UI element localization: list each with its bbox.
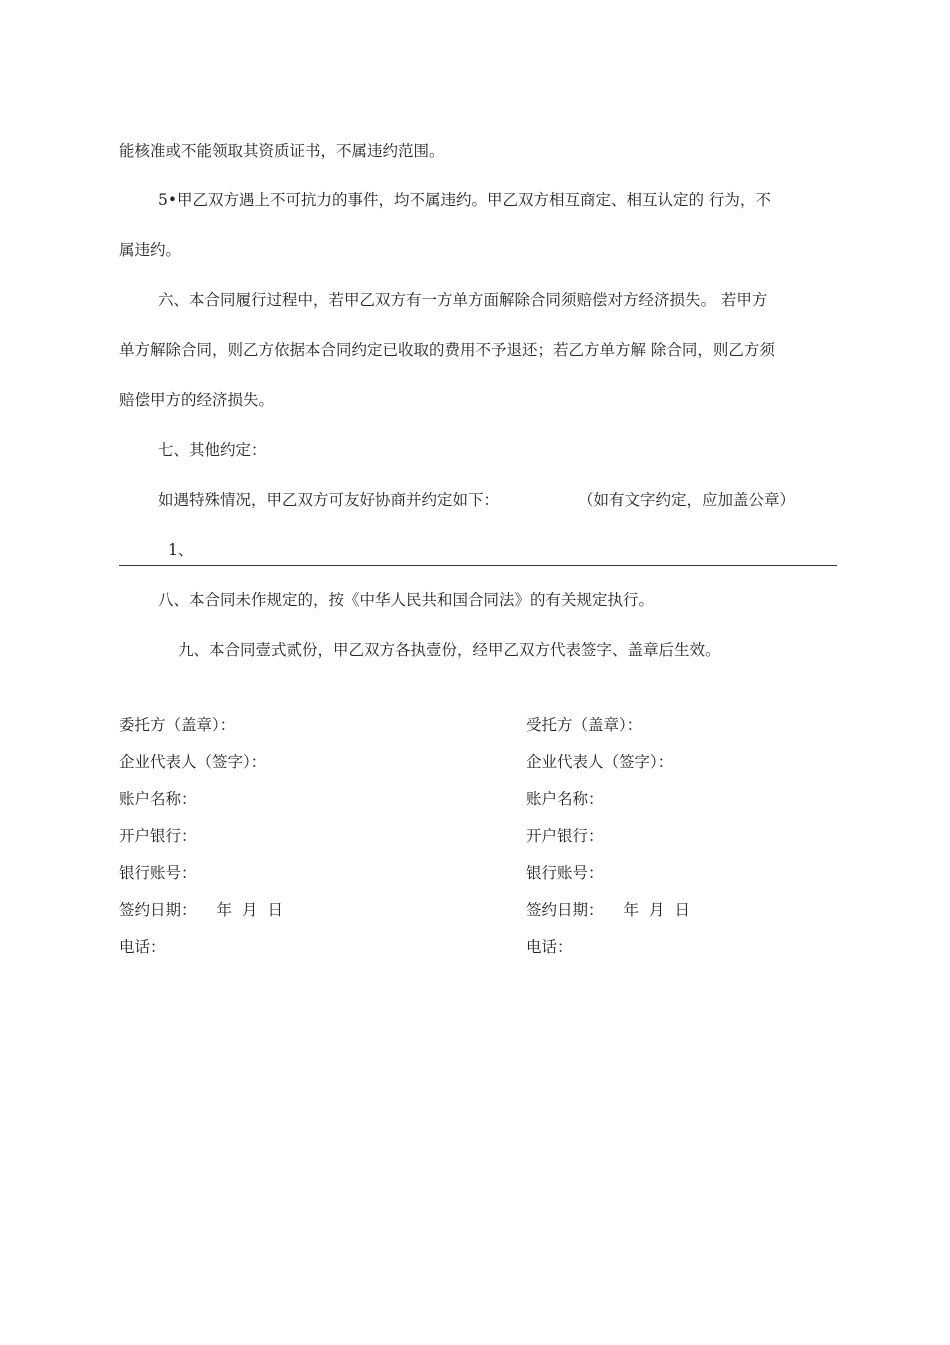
client-representative-label: 企业代表人（签字）： (119, 753, 267, 771)
contractor-date-label: 签约日期： (526, 901, 604, 919)
client-date-label: 签约日期： (119, 901, 197, 919)
paragraph-item-one: 1、 (168, 541, 194, 559)
client-date-year: 年 (216, 901, 233, 919)
paragraph-termination-end: 赔偿甲方的经济损失。 (119, 391, 275, 409)
contractor-date-month: 月 (649, 901, 665, 919)
paragraph-special-cases: 如遇特殊情况，甲乙双方可友好协商并约定如下： (158, 491, 500, 509)
paragraph-force-majeure: 5•甲乙双方遇上不可抗力的事件，均不属违约。甲乙双方相互商定、相互认定的 行为，不 (158, 191, 771, 209)
contractor-phone-label: 电话： (526, 938, 573, 956)
client-account-name-label: 账户名称： (119, 790, 197, 808)
paragraph-contract-law: 八、本合同未作规定的，按《中华人民共和国合同法》的有关规定执行。 (158, 591, 655, 609)
client-date-day: 日 (267, 901, 284, 919)
paragraph-special-cases-note: （如有文字约定，应加盖公章） (578, 491, 796, 509)
paragraph-termination: 六、本合同履行过程中，若甲乙双方有一方单方面解除合同须赔偿对方经济损失。 若甲方 (158, 291, 768, 309)
client-date-month: 月 (242, 901, 258, 919)
contractor-date-day: 日 (674, 901, 691, 919)
paragraph-termination-cont: 单方解除合同，则乙方依据本合同约定已收取的费用不予退还；若乙方单方解 除合同，则乙方须 (119, 341, 775, 359)
client-signing-date (119, 899, 283, 921)
contractor-party-label: 受托方（盖章）： (526, 716, 643, 734)
contractor-signing-date (526, 899, 690, 921)
client-phone-label: 电话： (119, 938, 166, 956)
contractor-representative-label: 企业代表人（签字）： (526, 753, 674, 771)
paragraph-copies: 九、本合同壹式贰份，甲乙双方各执壹份，经甲乙双方代表签字、盖章后生效。 (178, 641, 721, 659)
contractor-date-year: 年 (623, 901, 640, 919)
paragraph-other-terms: 七、其他约定： (158, 441, 267, 459)
fill-in-line (119, 565, 837, 566)
contractor-bank-label: 开户银行： (526, 827, 604, 845)
contractor-account-name-label: 账户名称： (526, 790, 604, 808)
paragraph-qualification: 能核准或不能领取其资质证书，不属违约范围。 (119, 142, 445, 160)
paragraph-force-majeure-cont: 属违约。 (119, 241, 182, 259)
client-bank-label: 开户银行： (119, 827, 197, 845)
client-party-label: 委托方（盖章）： (119, 716, 236, 734)
contractor-account-no-label: 银行账号： (526, 864, 604, 882)
client-account-no-label: 银行账号： (119, 864, 197, 882)
